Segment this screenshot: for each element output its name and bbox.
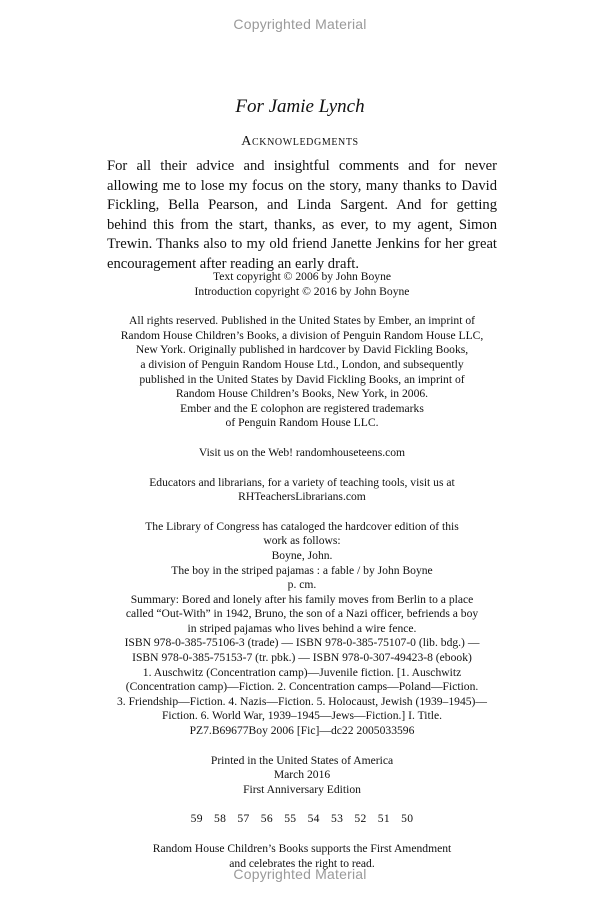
rights-line: New York. Originally published in hardcover by David Fickling Books, [135, 343, 469, 357]
educators-line: Educators and librarians, for a variety of teaching tools, visit us at [149, 475, 455, 489]
cataloging-line: Boyne, John. [271, 548, 333, 562]
cataloging-line: work as follows: [263, 534, 341, 548]
copyright-line: Introduction copyright © 2016 by John Boyne [194, 284, 410, 298]
first-amendment-line: Random House Children’s Books supports the First Amendment [152, 842, 452, 855]
cataloging-line: Summary: Bored and lonely after his family moves from Berlin to a place [130, 592, 474, 606]
cataloging-line: ISBN 978-0-385-75153-7 (tr. pbk.) — ISBN 978-0-307-49423-8 (ebook) [132, 651, 472, 665]
print-line-line: 59 58 57 56 55 54 53 52 51 50 [190, 812, 414, 826]
dedication: For Jamie Lynch [235, 96, 365, 117]
watermark-bottom: Copyrighted Material [233, 866, 367, 882]
cataloging-block [110, 520, 494, 739]
web-line: Visit us on the Web! randomhouseteens.com [198, 445, 406, 459]
web-block [110, 446, 494, 461]
printing-block [110, 754, 494, 798]
cataloging-line: in striped pajamas who lives behind a wire fence. [187, 621, 417, 635]
cataloging-line: The boy in the striped pajamas : a fable / by John Boyne [171, 563, 433, 577]
rights-line: Random House Children’s Books, a division of Penguin Random House LLC, [120, 328, 484, 342]
cataloging-line: called “Out-With” in 1942, Bruno, the son of a Nazi officer, befriends a boy [125, 607, 479, 621]
cataloging-line: 1. Auschwitz (Concentration camp)—Juvenile fiction. [1. Auschwitz [142, 665, 462, 679]
acknowledgments-heading: Acknowledgments [241, 134, 359, 149]
imprint-section [110, 270, 494, 886]
printing-line: March 2016 [273, 768, 331, 782]
cataloging-line: Fiction. 6. World War, 1939–1945—Jews—Fiction.] I. Title. [161, 709, 442, 723]
cataloging-line: (Concentration camp)—Fiction. 2. Concentration camps—Poland—Fiction. [125, 680, 479, 694]
copyright-line: Text copyright © 2006 by John Boyne [212, 270, 392, 283]
print-line-block [110, 812, 494, 827]
copyright-block [110, 270, 494, 299]
cataloging-line: 3. Friendship—Fiction. 4. Nazis—Fiction. 5. Holocaust, Jewish (1939–1945)— [116, 694, 487, 708]
watermark-top: Copyrighted Material [233, 16, 367, 32]
educators-line: RHTeachersLibrarians.com [238, 490, 366, 504]
printing-line: First Anniversary Edition [243, 782, 361, 796]
educators-block [110, 476, 494, 505]
rights-line: Ember and the E colophon are registered trademarks [180, 401, 424, 415]
cataloging-line: ISBN 978-0-385-75106-3 (trade) — ISBN 978-0-385-75107-0 (lib. bdg.) — [124, 636, 480, 650]
cataloging-line: p. cm. [287, 578, 317, 592]
rights-line: published in the United States by David Fickling Books, an imprint of [139, 372, 465, 386]
rights-line: a division of Penguin Random House Ltd., London, and subsequently [140, 357, 464, 371]
first-amendment-line: and celebrates the right to read. [229, 856, 375, 870]
rights-line: of Penguin Random House LLC. [225, 416, 379, 430]
rights-block [110, 314, 494, 431]
cataloging-line: The Library of Congress has cataloged the hardcover edition of this [145, 519, 459, 533]
cataloging-line: PZ7.B69677Boy 2006 [Fic]—dc22 2005033596 [189, 724, 415, 738]
rights-line: Random House Children’s Books, New York, in 2006. [175, 387, 429, 401]
rights-line: All rights reserved. Published in the United States by Ember, an imprint of [128, 314, 475, 328]
acknowledgments-body: For all their advice and insightful comments and for never allowing me to lose my focus on the story, many thanks to David Fickling, Bella Pearson, and Linda Sargent. And for getting behind this from the start, thanks, as ever, to my agent, Simon Trewin. Thanks also to my old friend Janette Jenkins for her great encouragement after reading an early draft. [107, 158, 497, 272]
printing-line: Printed in the United States of America [210, 753, 394, 767]
